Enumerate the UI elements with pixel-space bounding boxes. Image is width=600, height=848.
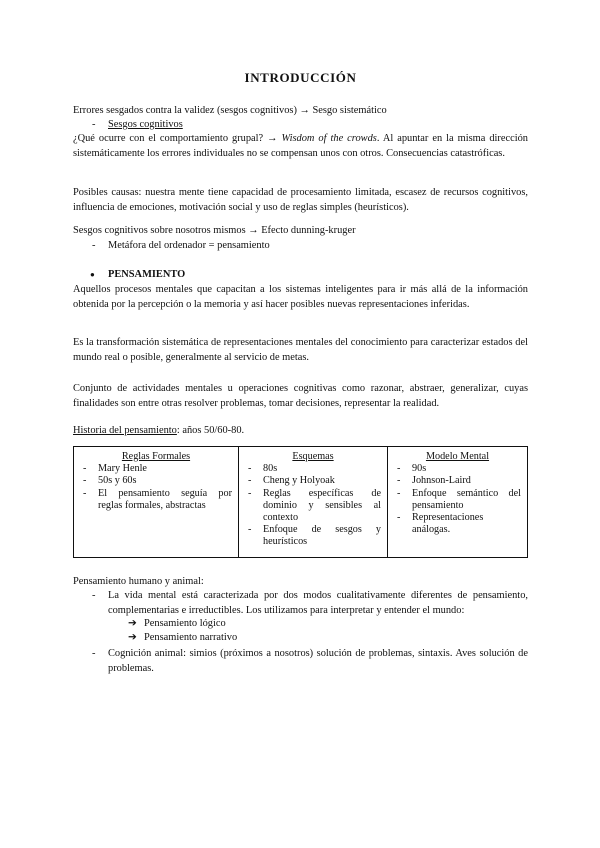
- page-title: INTRODUCCIÓN: [244, 70, 357, 85]
- list-item: - Johnson-Laird: [394, 475, 521, 487]
- list-item: - Enfoque semántico del pensamiento: [394, 488, 521, 512]
- paragraph-dunning-kruger: Sesgos cognitivos sobre nosotros mismos → Efecto dunning-kruger: [73, 225, 356, 236]
- list-item: - Cheng y Holyoak: [245, 475, 381, 487]
- paragraph-wisdom-crowds: ¿Qué ocurre con el comportamiento grupal? → Wisdom of the crowds. Al apuntar en la misma dirección sistemáticamente los errores individuales no se compensan unos con otros. Consecuencias catastróficas.: [73, 133, 528, 159]
- subitem-text: Pensamiento narrativo: [144, 632, 238, 643]
- bullet-vida-mental: [73, 589, 528, 618]
- dash-marker: -: [92, 648, 96, 659]
- bullet-text: Metáfora del ordenador = pensamiento: [108, 240, 270, 251]
- paragraph-pensamiento-humano-animal: Pensamiento humano y animal:: [73, 576, 204, 587]
- intro-sesgos-line: Errores sesgados contra la validez (sesgos cognitivos) → Sesgo sistemático: [73, 105, 387, 116]
- list-item: - 50s y 60s: [80, 475, 232, 487]
- paragraph-posibles-causas: Posibles causas: nuestra mente tiene capacidad de procesamiento limitada, escasez de recursos cognitivos, influencia de emociones, motivación social y uso de reglas simples (heurísticos).: [73, 187, 528, 213]
- list-item: - El pensamiento seguía por reglas formales, abstractas: [80, 488, 232, 512]
- historia-table: [73, 446, 528, 558]
- historia-heading: Historia del pensamiento: años 50/60-80.: [73, 425, 245, 436]
- column-title: Esquemas: [292, 451, 334, 462]
- list-item: - 80s: [245, 463, 381, 475]
- list-item: - Enfoque de sesgos y heurísticos: [245, 524, 381, 548]
- paragraph-definicion-3: Conjunto de actividades mentales u operaciones cognitivas como razonar, abstraer, generalizar, cuyas finalidades son entre otras resolver problemas, tomar decisiones, representar la realidad.: [73, 383, 528, 409]
- bullet-text: Sesgos cognitivos: [108, 119, 183, 130]
- arrow-right-icon: ➔: [128, 632, 137, 643]
- bullet-cognicion-animal: [73, 647, 528, 676]
- list-item: - Reglas específicas de dominio y sensibles al contexto: [245, 488, 381, 525]
- list-item: - 90s: [394, 463, 521, 475]
- dash-marker: -: [92, 590, 96, 601]
- list-item: - Mary Henle: [80, 463, 232, 475]
- dash-marker: -: [92, 119, 96, 130]
- dash-marker: -: [92, 240, 96, 251]
- bullet-dot-icon: ●: [90, 270, 95, 279]
- arrow-right-icon: ➔: [128, 618, 137, 629]
- subitem-text: Pensamiento lógico: [144, 618, 226, 629]
- paragraph-definicion-2: Es la transformación sistemática de representaciones mentales del conocimiento para caracterizar estados del mundo real o posible, generalmente al servicio de metas.: [73, 337, 528, 363]
- bullet-text: Cognición animal: simios (próximos a nosotros) solución de problemas, sintaxis. Aves solución de problemas.: [108, 648, 528, 674]
- list-item: - Representaciones análogas.: [394, 512, 521, 536]
- paragraph-definicion-1: Aquellos procesos mentales que capacitan a los sistemas inteligentes para ir más allá de la información obtenida por la percepción o la memoria y así hacer posibles nuevas representaciones inferidas.: [73, 284, 528, 310]
- bullet-text: La vida mental está caracterizada por dos modos cualitativamente diferentes de pensamiento, complementarias e irreductibles. Los utilizamos para interpretar y entender el mundo:: [108, 590, 528, 616]
- column-title: Reglas Formales: [121, 451, 191, 462]
- column-modelo-mental: [388, 447, 528, 558]
- column-title: Modelo Mental: [425, 451, 490, 462]
- column-reglas-formales: [74, 447, 239, 558]
- column-esquemas: [239, 447, 388, 558]
